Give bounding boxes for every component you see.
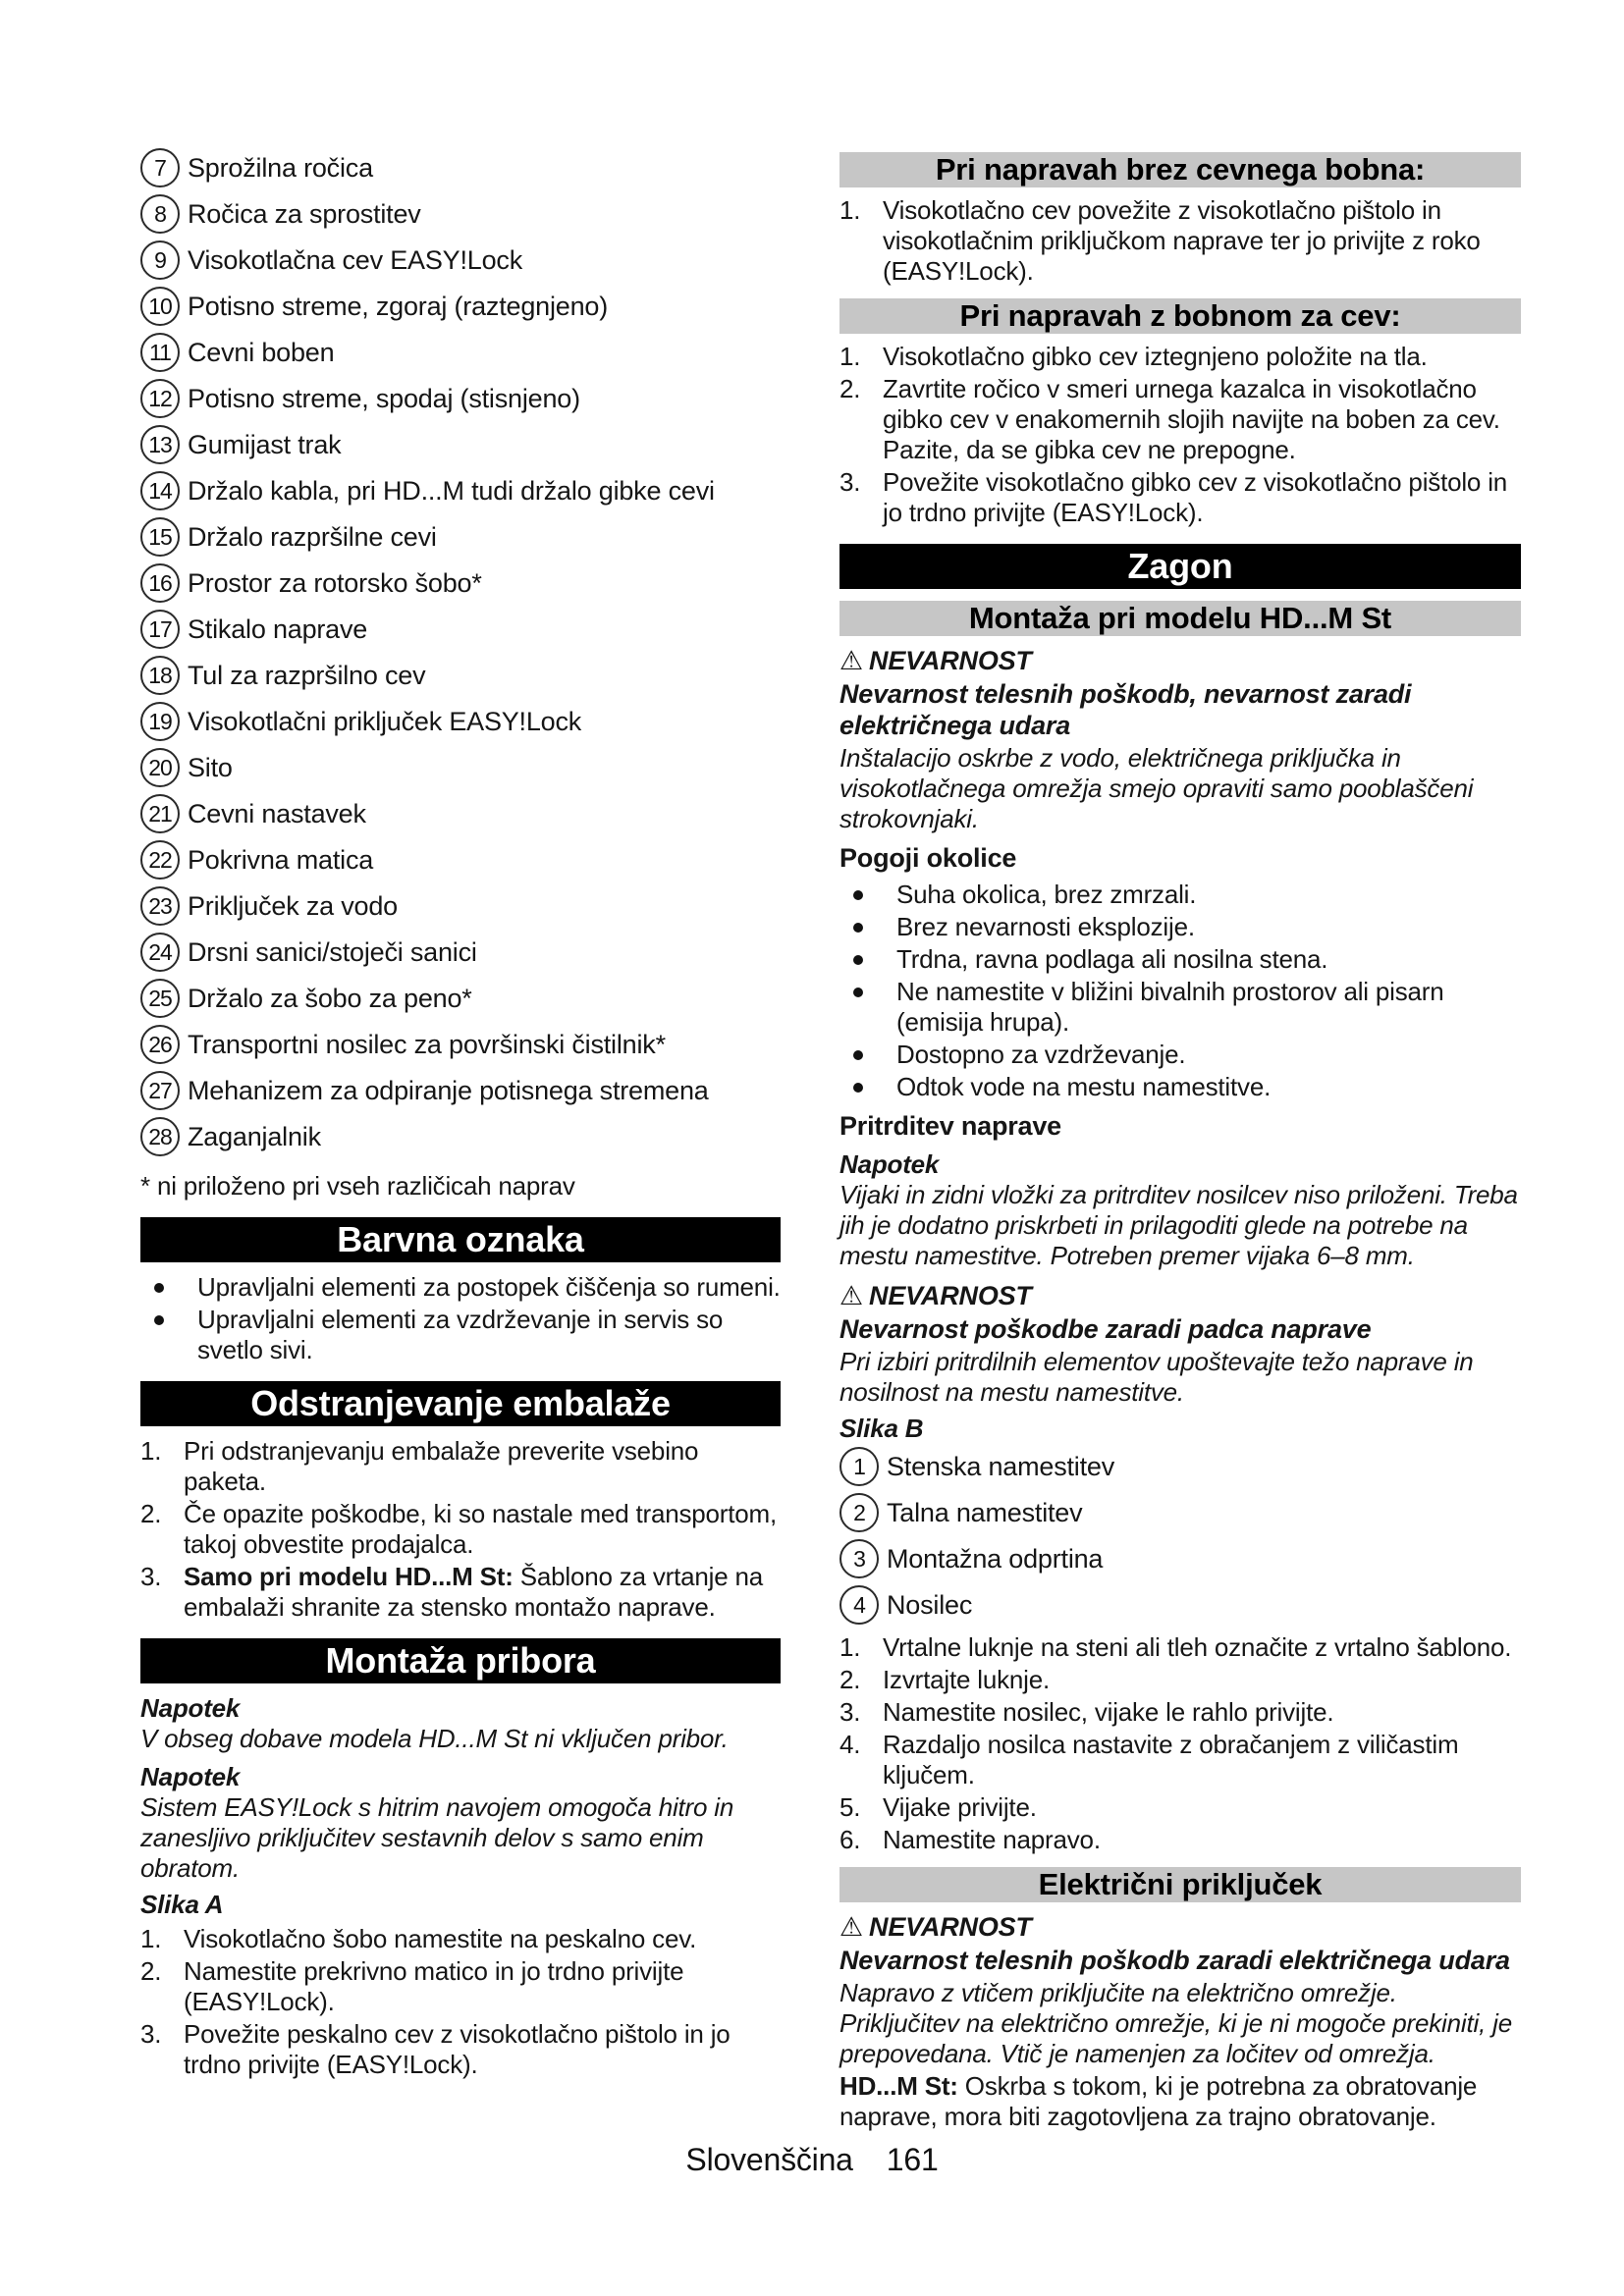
bullet-text: Suha okolica, brez zmrzali. bbox=[896, 880, 1197, 909]
circle-number: 15 bbox=[140, 517, 180, 557]
note-text: Sistem EASY!Lock s hitrim navojem omogoča hitro in zanesljivo priključitev sestavnih delov s samo enim obratom. bbox=[140, 1792, 734, 1883]
step-number: 2. bbox=[140, 1499, 162, 1528]
step-text: Če opazite poškodbe, ki so nastale med transportom, takoj obvestite prodajalca. bbox=[184, 1499, 778, 1559]
bullet-text: Upravljalni elementi za vzdrževanje in servis so svetlo sivi. bbox=[197, 1305, 724, 1364]
circle-number: 1 bbox=[839, 1447, 879, 1486]
circle-number: 7 bbox=[140, 148, 180, 187]
item-text: Potisno streme, zgoraj (raztegnjeno) bbox=[188, 291, 609, 321]
item-text: Stenska namestitev bbox=[887, 1451, 1115, 1481]
step-number: 2. bbox=[140, 1956, 162, 1986]
circle-number: 11 bbox=[140, 333, 180, 372]
bullet-item bbox=[839, 977, 1521, 1038]
warning-label: NEVARNOST bbox=[869, 646, 1032, 675]
numbered-item bbox=[839, 1792, 1521, 1823]
item-text: Držalo kabla, pri HD...M tudi držalo gibke cevi bbox=[188, 475, 715, 506]
item-text: Pokrivna matica bbox=[188, 844, 374, 875]
circled-item bbox=[140, 887, 781, 925]
item-text: Držalo za šobo za peno* bbox=[188, 983, 472, 1013]
circle-number: 16 bbox=[140, 563, 180, 603]
circled-item bbox=[140, 611, 781, 648]
step-number: 4. bbox=[839, 1730, 861, 1759]
note-label: Napotek bbox=[839, 1149, 940, 1179]
bullet-dot-icon bbox=[853, 923, 863, 933]
item-text: Visokotlačna cev EASY!Lock bbox=[188, 244, 522, 275]
circled-item bbox=[140, 380, 781, 417]
item-text: Gumijast trak bbox=[188, 429, 342, 459]
bullet-dot-icon bbox=[853, 1083, 863, 1093]
bullet-text: Brez nevarnosti eksplozije. bbox=[896, 912, 1195, 941]
bullet-item bbox=[839, 1040, 1521, 1070]
circle-number: 24 bbox=[140, 933, 180, 972]
circled-item bbox=[140, 1026, 781, 1063]
left-column bbox=[140, 149, 781, 2082]
numbered-item bbox=[839, 342, 1521, 372]
numbered-item bbox=[839, 195, 1521, 287]
circled-item bbox=[140, 195, 781, 233]
item-text: Mehanizem za odpiranje potisnega stremena bbox=[188, 1075, 709, 1105]
circled-item bbox=[140, 657, 781, 694]
circled-item bbox=[140, 749, 781, 786]
step-text: Namestite prekrivno matico in jo trdno privijte (EASY!Lock). bbox=[184, 1956, 684, 2016]
hazard-title: Nevarnost telesnih poškodb, nevarnost zaradi električnega udara bbox=[839, 679, 1412, 740]
step-number: 5. bbox=[839, 1792, 861, 1822]
sub-section-header: Pri napravah brez cevnega bobna: bbox=[839, 152, 1521, 187]
numbered-item bbox=[839, 1825, 1521, 1855]
circle-number: 4 bbox=[839, 1585, 879, 1625]
circled-item bbox=[140, 795, 781, 832]
numbered-item bbox=[839, 1632, 1521, 1663]
step-text: Povežite visokotlačno gibko cev z visokotlačno pištolo in jo trdno privijte (EASY!Lock). bbox=[883, 467, 1508, 527]
step-text: Visokotlačno šobo namestite na peskalno cev. bbox=[184, 1924, 697, 1953]
circle-number: 26 bbox=[140, 1025, 180, 1064]
figure-label: Slika B bbox=[839, 1414, 924, 1443]
step-number: 1. bbox=[839, 342, 861, 371]
step-number: 3. bbox=[839, 1697, 861, 1727]
numbered-item bbox=[140, 1924, 781, 1954]
step-number: 2. bbox=[839, 1665, 861, 1694]
circled-item bbox=[140, 703, 781, 740]
circled-item bbox=[140, 241, 781, 279]
item-text: Držalo razpršilne cevi bbox=[188, 521, 437, 552]
numbered-item bbox=[839, 1730, 1521, 1790]
step-number: 6. bbox=[839, 1825, 861, 1854]
circled-item bbox=[140, 426, 781, 463]
item-text: Nosilec bbox=[887, 1589, 973, 1620]
step-text: Vrtalne luknje na steni ali tleh označite z vrtalno šablono. bbox=[883, 1632, 1512, 1662]
warning-icon: ⚠ bbox=[839, 1912, 864, 1943]
sub-section-header: Električni priključek bbox=[839, 1867, 1521, 1902]
item-text: Priključek za vodo bbox=[188, 890, 398, 921]
section-header: Montaža pribora bbox=[140, 1638, 781, 1683]
note-label: Napotek bbox=[140, 1762, 241, 1791]
circled-item bbox=[140, 564, 781, 602]
circle-number: 17 bbox=[140, 610, 180, 649]
note-text: Inštalacijo oskrbe z vodo, električnega priključka in visokotlačnega omrežja smejo opraviti samo pooblaščeni strokovnjaki. bbox=[839, 743, 1474, 833]
numbered-item bbox=[140, 1956, 781, 2017]
sub-label: Pritrditev naprave bbox=[839, 1111, 1061, 1141]
item-text: Potisno streme, spodaj (stisnjeno) bbox=[188, 383, 580, 413]
circled-item bbox=[140, 1118, 781, 1155]
figure-label: Slika A bbox=[140, 1890, 224, 1919]
warning-label: NEVARNOST bbox=[869, 1281, 1032, 1310]
bold-prefix: HD...M St: bbox=[839, 2071, 958, 2101]
step-text: Povežite peskalno cev z visokotlačno pištolo in jo trdno privijte (EASY!Lock). bbox=[184, 2019, 731, 2079]
step-text: Namestite nosilec, vijake le rahlo privijte. bbox=[883, 1697, 1334, 1727]
circle-number: 19 bbox=[140, 702, 180, 741]
step-text: Namestite napravo. bbox=[883, 1825, 1101, 1854]
section-header: Barvna oznaka bbox=[140, 1217, 781, 1262]
step-text: Pri odstranjevanju embalaže preverite vsebino paketa. bbox=[184, 1436, 699, 1496]
circle-number: 12 bbox=[140, 379, 180, 418]
circle-number: 21 bbox=[140, 794, 180, 833]
hazard-title: Nevarnost telesnih poškodb zaradi električnega udara bbox=[839, 1946, 1510, 1975]
step-number: 3. bbox=[839, 467, 861, 497]
warning-row bbox=[839, 1912, 1521, 1943]
note-label: Napotek bbox=[140, 1693, 241, 1723]
bullet-dot-icon bbox=[154, 1283, 164, 1293]
bullet-item bbox=[839, 944, 1521, 975]
step-number: 1. bbox=[839, 1632, 861, 1662]
numbered-item bbox=[839, 467, 1521, 528]
bold-prefix: Samo pri modelu HD...M St: bbox=[184, 1562, 514, 1591]
item-text: Cevni boben bbox=[188, 337, 335, 367]
note-text: Napravo z vtičem priključite na električno omrežje. Priključitev na električno omrežje, ki je ni mogoče prekiniti, je prepovedana. Vtič je namenjen za ločitev od omrežja. bbox=[839, 1978, 1512, 2068]
bullet-item bbox=[839, 912, 1521, 942]
circle-number: 23 bbox=[140, 886, 180, 926]
right-column bbox=[839, 140, 1521, 2132]
paragraph-text: HD...M St: Oskrba s tokom, ki je potrebna za obratovanje naprave, mora biti zagotovljena za trajno obratovanje. bbox=[839, 2071, 1478, 2131]
numbered-item bbox=[140, 1562, 781, 1623]
circled-item bbox=[140, 980, 781, 1017]
circled-item bbox=[839, 1540, 1521, 1577]
bullet-text: Dostopno za vzdrževanje. bbox=[896, 1040, 1186, 1069]
note-text: V obseg dobave modela HD...M St ni vključen pribor. bbox=[140, 1724, 729, 1753]
item-text: Sprožilna ročica bbox=[188, 152, 373, 183]
step-text: Vijake privijte. bbox=[883, 1792, 1037, 1822]
step-text: Razdaljo nosilca nastavite z obračanjem z viličastim ključem. bbox=[883, 1730, 1459, 1789]
item-text: Drsni sanici/stoječi sanici bbox=[188, 936, 477, 967]
bullet-dot-icon bbox=[853, 988, 863, 997]
numbered-item bbox=[839, 1697, 1521, 1728]
step-number: 3. bbox=[140, 1562, 162, 1591]
footer bbox=[0, 2142, 1624, 2178]
circled-item bbox=[140, 1072, 781, 1109]
circled-item bbox=[140, 472, 781, 509]
note-text: Vijaki in zidni vložki za pritrditev nosilcev niso priloženi. Treba jih je dodatno priskrbeti in prilagoditi glede na potrebe na mestu namestitve. Potreben premer vijaka 6–8 mm. bbox=[839, 1180, 1518, 1270]
step-text: Zavrtite ročico v smeri urnega kazalca in visokotlačno gibko cev v enakomernih slojih navijte na boben za cev. Pazite, da se gibka cev ne prepogne. bbox=[883, 374, 1500, 464]
step-text: Samo pri modelu HD...M St: Šablono za vrtanje na embalaži shranite za stensko montažo naprave. bbox=[184, 1562, 764, 1622]
item-text: Transportni nosilec za površinski čistilnik* bbox=[188, 1029, 666, 1059]
item-text: Cevni nastavek bbox=[188, 798, 366, 828]
numbered-item bbox=[140, 1436, 781, 1497]
bullet-item bbox=[839, 1072, 1521, 1102]
step-text: Izvrtajte luknje. bbox=[883, 1665, 1051, 1694]
circle-number: 28 bbox=[140, 1117, 180, 1156]
circled-item bbox=[140, 334, 781, 371]
item-text: Talna namestitev bbox=[887, 1497, 1083, 1527]
item-text: Zaganjalnik bbox=[188, 1121, 321, 1151]
circled-item bbox=[140, 288, 781, 325]
circled-item bbox=[140, 841, 781, 879]
circled-item bbox=[140, 149, 781, 187]
hazard-title: Nevarnost poškodbe zaradi padca naprave bbox=[839, 1314, 1372, 1344]
bullet-item bbox=[140, 1272, 781, 1303]
bullet-dot-icon bbox=[154, 1315, 164, 1325]
item-text: Prostor za rotorsko šobo* bbox=[188, 567, 482, 598]
bullet-text: Ne namestite v bližini bivalnih prostorov ali pisarn (emisija hrupa). bbox=[896, 977, 1444, 1037]
footnote bbox=[140, 1171, 781, 1201]
warning-icon: ⚠ bbox=[839, 1281, 864, 1311]
footnote-text: * ni priloženo pri vseh različicah naprav bbox=[140, 1171, 575, 1201]
circle-number: 3 bbox=[839, 1539, 879, 1578]
item-text: Sito bbox=[188, 752, 233, 782]
warning-icon: ⚠ bbox=[839, 646, 864, 676]
numbered-item bbox=[839, 374, 1521, 465]
footer-page-number: 161 bbox=[886, 2142, 939, 2177]
circle-number: 9 bbox=[140, 240, 180, 280]
circle-number: 22 bbox=[140, 840, 180, 880]
circle-number: 14 bbox=[140, 471, 180, 510]
bullet-dot-icon bbox=[853, 955, 863, 965]
paragraph bbox=[839, 2071, 1521, 2132]
circled-item bbox=[140, 518, 781, 556]
numbered-item bbox=[839, 1665, 1521, 1695]
bullet-text: Upravljalni elementi za postopek čiščenja so rumeni. bbox=[197, 1272, 781, 1302]
step-number: 1. bbox=[839, 195, 861, 225]
circle-number: 20 bbox=[140, 748, 180, 787]
item-text: Stikalo naprave bbox=[188, 614, 368, 644]
circle-number: 10 bbox=[140, 287, 180, 326]
numbered-item bbox=[140, 2019, 781, 2080]
numbered-item bbox=[140, 1499, 781, 1560]
bullet-dot-icon bbox=[853, 890, 863, 900]
step-number: 3. bbox=[140, 2019, 162, 2049]
bullet-dot-icon bbox=[853, 1050, 863, 1060]
warning-label: NEVARNOST bbox=[869, 1912, 1032, 1942]
step-text: Visokotlačno gibko cev iztegnjeno položite na tla. bbox=[883, 342, 1428, 371]
sub-section-header: Pri napravah z bobnom za cev: bbox=[839, 298, 1521, 334]
circled-item bbox=[140, 934, 781, 971]
item-text: Tul za razpršilno cev bbox=[188, 660, 426, 690]
circle-number: 25 bbox=[140, 979, 180, 1018]
bullet-text: Odtok vode na mestu namestitve. bbox=[896, 1072, 1272, 1101]
warning-row bbox=[839, 1281, 1521, 1311]
circled-item bbox=[839, 1586, 1521, 1624]
circle-number: 8 bbox=[140, 194, 180, 234]
item-text: Visokotlačni priključek EASY!Lock bbox=[188, 706, 582, 736]
step-number: 1. bbox=[140, 1436, 162, 1466]
item-text: Montažna odprtina bbox=[887, 1543, 1104, 1574]
note-text: Pri izbiri pritrdilnih elementov upoštevajte težo naprave in nosilnost na mestu namestitve. bbox=[839, 1347, 1474, 1407]
circled-item bbox=[839, 1448, 1521, 1485]
sub-label: Pogoji okolice bbox=[839, 843, 1017, 873]
bullet-item bbox=[839, 880, 1521, 910]
step-number: 1. bbox=[140, 1924, 162, 1953]
section-header: Odstranjevanje embalaže bbox=[140, 1381, 781, 1426]
item-text: Ročica za sprostitev bbox=[188, 198, 421, 229]
bullet-text: Trdna, ravna podlaga ali nosilna stena. bbox=[896, 944, 1328, 974]
bullet-item bbox=[140, 1305, 781, 1365]
circled-item bbox=[839, 1494, 1521, 1531]
circle-number: 18 bbox=[140, 656, 180, 695]
step-number: 2. bbox=[839, 374, 861, 403]
step-text: Visokotlačno cev povežite z visokotlačno pištolo in visokotlačnim priključkom naprave ter jo privijte z roko (EASY!Lock). bbox=[883, 195, 1481, 286]
circle-number: 13 bbox=[140, 425, 180, 464]
warning-row bbox=[839, 646, 1521, 676]
circle-number: 2 bbox=[839, 1493, 879, 1532]
sub-section-header: Montaža pri modelu HD...M St bbox=[839, 601, 1521, 636]
circle-number: 27 bbox=[140, 1071, 180, 1110]
footer-language: Slovenščina bbox=[685, 2142, 853, 2177]
section-header: Zagon bbox=[839, 544, 1521, 589]
